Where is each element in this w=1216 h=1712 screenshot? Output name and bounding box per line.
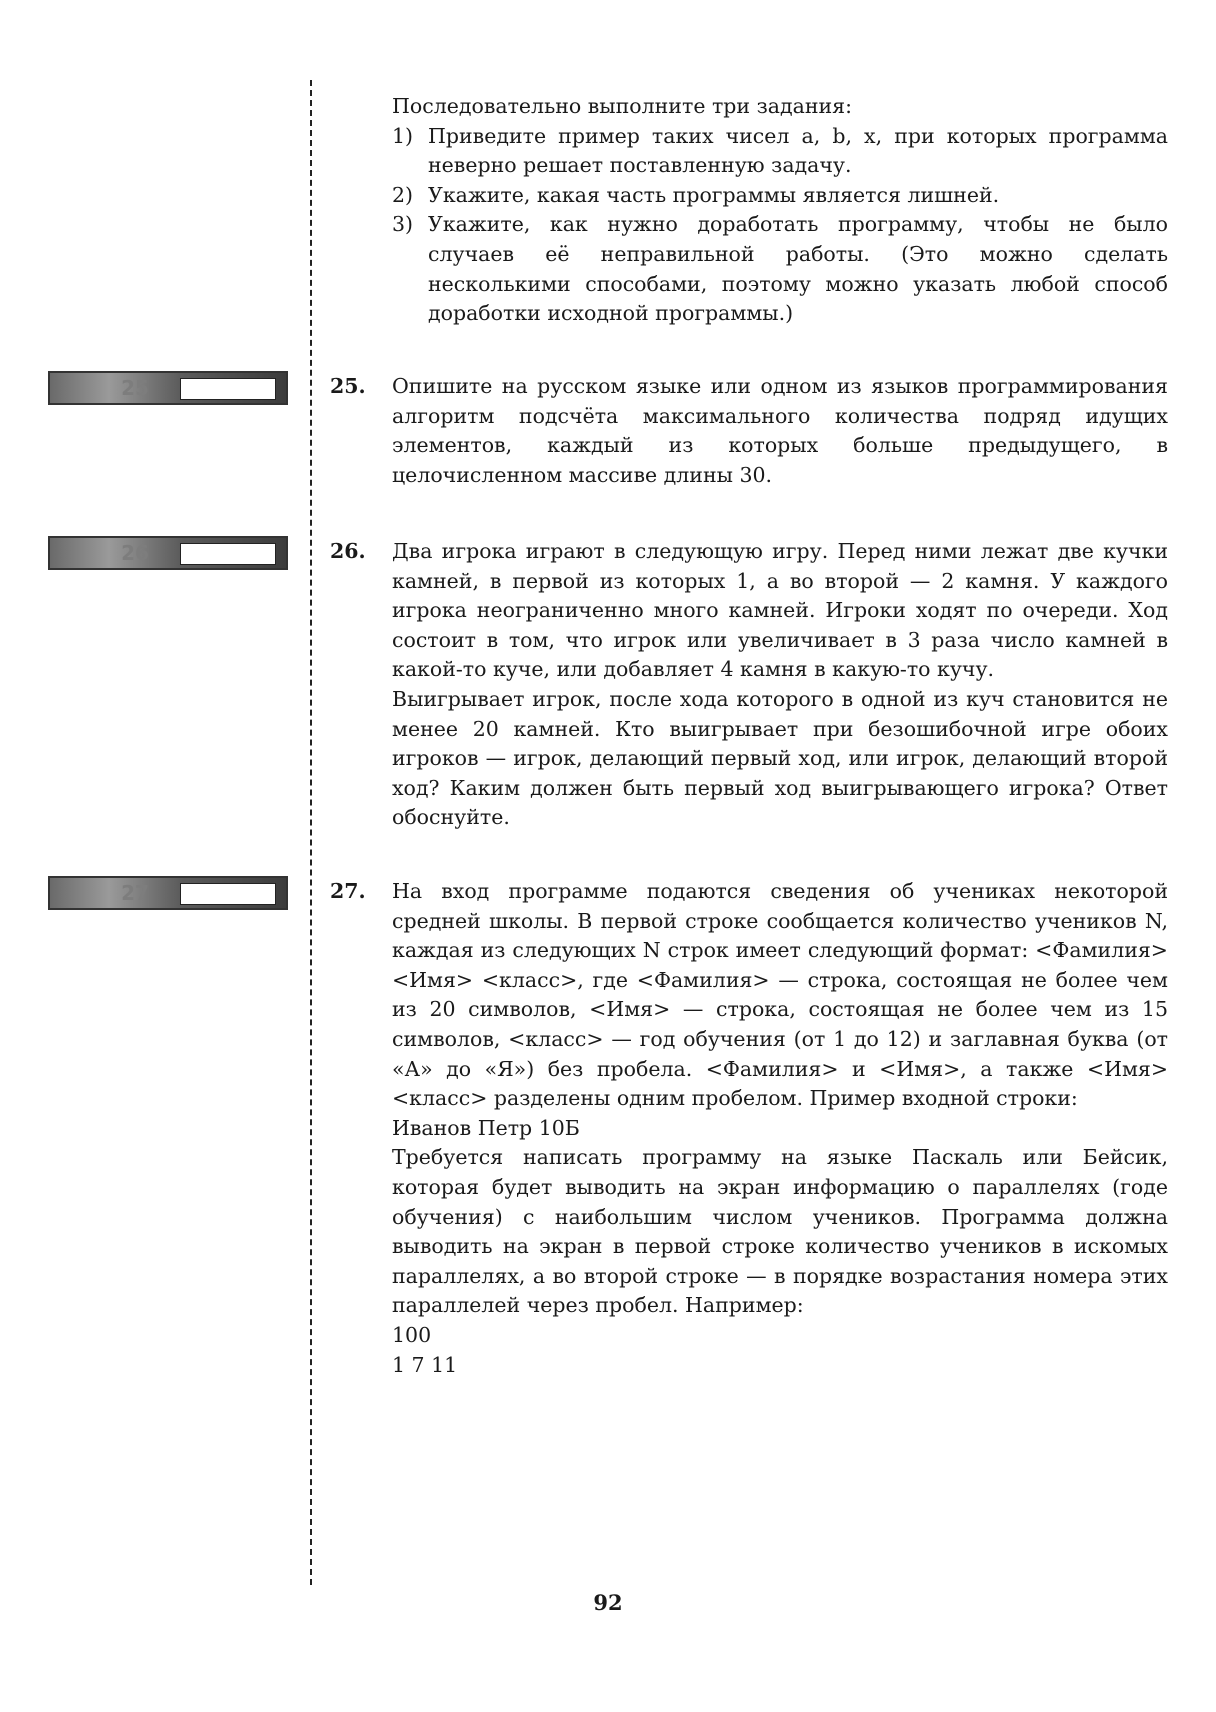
answer-box bbox=[180, 378, 276, 400]
steps-list bbox=[392, 122, 1168, 329]
task-26-paragraph-1: Два игрока играют в следующую игру. Перед ними лежат две кучки камней, в первой из которых 1, а во второй — 2 камня. У каждого игрока неограниченно много камней. Игроки ходят по очереди. Ход состоит в том, что игрок или увеличивает в 3 раза число камней в какой-то куче, или добавляет 4 камня в какую-то кучу. bbox=[392, 539, 1168, 682]
intro-lead: Последовательно выполните три задания: bbox=[392, 94, 853, 118]
answer-marker-25 bbox=[48, 371, 288, 405]
marker-number: 25 bbox=[121, 376, 149, 400]
step-item bbox=[392, 210, 1168, 328]
task-26-number: 26. bbox=[330, 539, 366, 563]
step-number: 3) bbox=[392, 212, 414, 237]
step-number: 2) bbox=[392, 182, 414, 207]
task-27-number: 27. bbox=[330, 879, 366, 903]
answer-box bbox=[180, 883, 276, 905]
task-27-body bbox=[392, 877, 1168, 1380]
answer-marker-27 bbox=[48, 876, 288, 910]
cut-line bbox=[310, 80, 312, 1585]
task-27-sample-input: Иванов Петр 10Б bbox=[392, 1115, 580, 1140]
marker-number: 26 bbox=[121, 541, 149, 565]
task-27-paragraph-1: На вход программе подаются сведения об учениках некоторой средней школы. В первой строке сообщается количество учеников N, каждая из следующих N строк имеет следующий формат: <Фамилия> <Имя> <класс>, где <Фамилия> — строка, состоящая не более чем из 20 символов, <Имя> — строка, состоящая не более чем из 15 символов, <класс> — год обучения (от 1 до 12) и заглавная буква (от «А» до «Я») без пробела. <Фамилия> и <Имя>, а также <Имя> <класс> разделены одним пробелом. Пример входной строки: bbox=[392, 879, 1168, 1111]
page-number: 92 bbox=[593, 1590, 623, 1615]
task-27-paragraph-2: Требуется написать программу на языке Паскаль или Бейсик, которая будет выводить на экран информацию о параллелях (годе обучения) с наибольшим числом учеников. Программа должна выводить на экран в первой строке количество учеников в искомых параллелях, а во второй строке — в порядке возрастания номера этих параллелей через пробел. Например: bbox=[392, 1145, 1168, 1318]
answer-box bbox=[180, 543, 276, 565]
step-text: Приведите пример таких чисел a, b, x, при которых программа неверно решает поставленную задачу. bbox=[428, 123, 1168, 178]
task-26-paragraph-2: Выигрывает игрок, после хода которого в одной из куч становится не менее 20 камней. Кто выигрывает при безошибочной игре обоих игроков — игрок, делающий первый ход, или игрок, делающий второй ход? Каким должен быть первый ход выигрывающего игрока? Ответ обоснуйте. bbox=[392, 686, 1168, 830]
task-27-sample-output-line-1: 100 bbox=[392, 1322, 432, 1347]
step-item bbox=[392, 181, 1168, 211]
task-25-number: 25. bbox=[330, 374, 366, 398]
answer-marker-26 bbox=[48, 536, 288, 570]
task-26-body bbox=[392, 537, 1168, 833]
intro-block bbox=[392, 92, 1168, 329]
task-25-body bbox=[392, 372, 1168, 490]
step-number: 1) bbox=[392, 123, 414, 148]
marker-number: 27 bbox=[121, 881, 149, 905]
step-text: Укажите, как нужно доработать программу, чтобы не было случаев её неправильной работы. (Это можно сделать несколькими способами, поэтому можно указать любой способ доработки исходной программы.) bbox=[428, 212, 1168, 326]
step-item bbox=[392, 122, 1168, 181]
step-text: Укажите, какая часть программы является лишней. bbox=[428, 182, 1000, 207]
task-27-sample-output-line-2: 1 7 11 bbox=[392, 1352, 458, 1377]
task-25-text: Опишите на русском языке или одном из языков программирования алгоритм подсчёта максимального количества подряд идущих элементов, каждый из которых больше предыдущего, в целочисленном массиве длины 30. bbox=[392, 374, 1168, 487]
